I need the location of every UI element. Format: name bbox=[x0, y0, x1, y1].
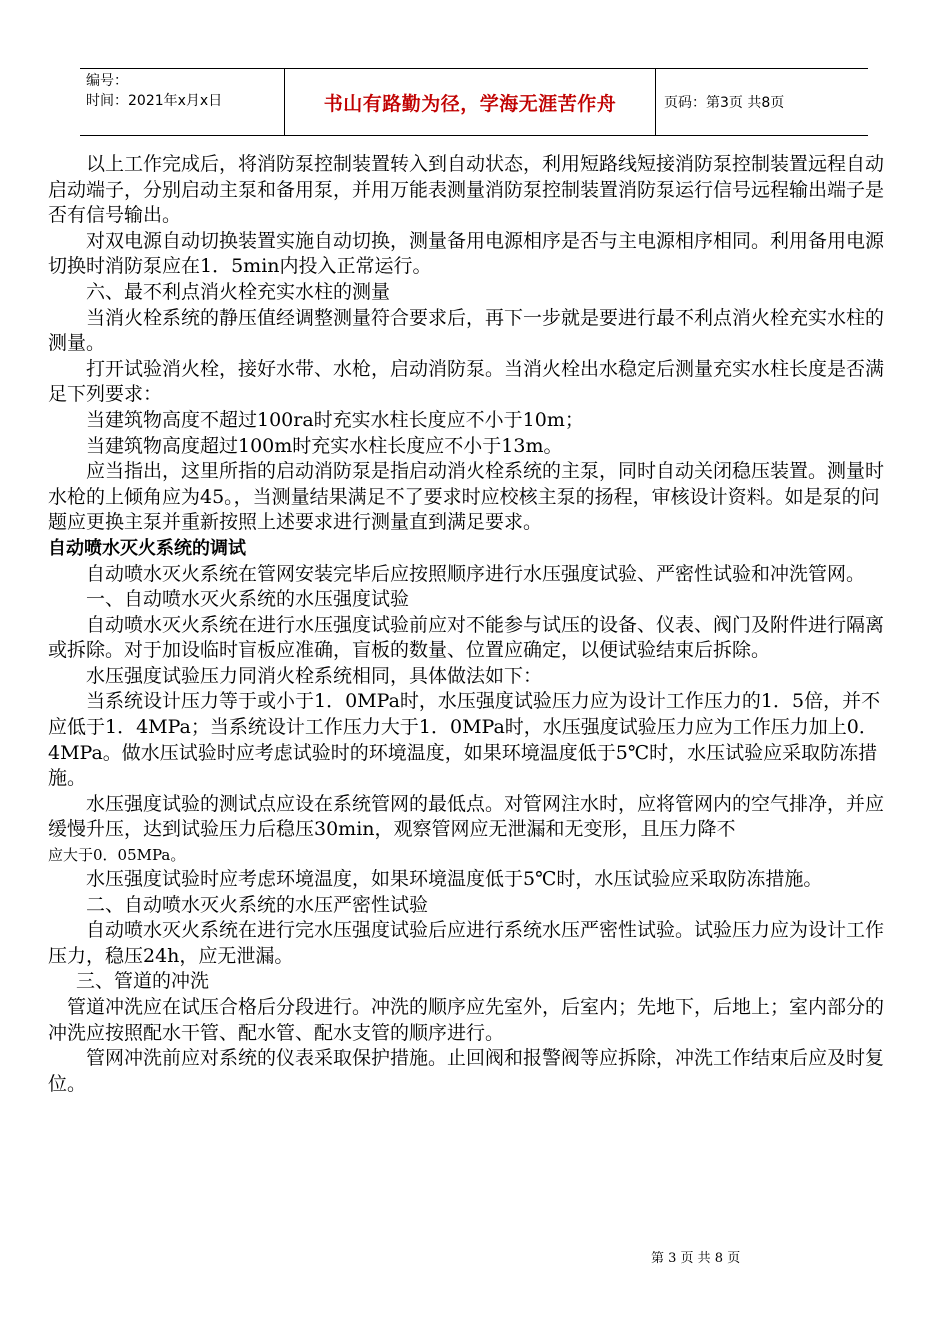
section-heading: 三、管道的冲洗 bbox=[76, 970, 210, 993]
paragraph: 应当指出，这里所指的启动消防泵是指启动消火栓系统的主泵，同时自动关闭稳压装置。测量时水枪的上倾角应为45。，当测量结果满足不了要求时应校核主泵的扬程，审核设计资料。如是泵的问题应更换主泵并重新按照上述要求进行测量直到满足要求。 bbox=[48, 460, 885, 534]
paragraph: 打开试验消火栓，接好水带、水枪，启动消防泵。当消火栓出水稳定后测量充实水柱长度是否满足下列要求： bbox=[48, 357, 885, 406]
paragraph: 对双电源自动切换装置实施自动切换，测量备用电源相序是否与主电源相序相同。利用备用电源切换时消防泵应在1．5min内投入正常运行。 bbox=[48, 229, 885, 278]
header-page-label: 页码：第3页 共8页 bbox=[664, 95, 785, 111]
paragraph: 当建筑物高度不超过100ra时充实水柱长度应不小于10m； bbox=[86, 408, 584, 431]
section-heading: 一、自动喷水灭火系统的水压强度试验 bbox=[86, 588, 410, 611]
paragraph: 管道冲洗应在试压合格后分段进行。冲洗的顺序应先室外，后室内；先地下，后地上；室内部分的冲洗应按照配水干管、配水管、配水支管的顺序进行。 bbox=[48, 996, 885, 1044]
paragraph: 管网冲洗前应对系统的仪表采取保护措施。止回阀和报警阀等应拆除，冲洗工作结束后应及时复位。 bbox=[48, 1047, 885, 1095]
header-motto: 书山有路勤为径，学海无涯苦作舟 bbox=[284, 69, 656, 135]
section-heading: 六、最不利点消火栓充实水柱的测量 bbox=[86, 280, 391, 303]
document-number-label: 编号： bbox=[86, 73, 128, 89]
paragraph-continuation: 应大于0．05MPa。 bbox=[48, 846, 186, 865]
section-heading: 二、自动喷水灭火系统的水压严密性试验 bbox=[86, 893, 429, 916]
paragraph: 当建筑物高度超过100m时充实水柱长度应不小于13m。 bbox=[86, 434, 563, 457]
paragraph: 自动喷水灭火系统在进行水压强度试验前应对不能参与试压的设备、仪表、阀门及附件进行隔离或拆除。对于加设临时盲板应准确，盲板的数量、位置应确定，以便试验结束后拆除。 bbox=[48, 613, 885, 662]
document-time-label: 时间：2021年x月x日 bbox=[86, 93, 223, 109]
paragraph: 以上工作完成后，将消防泵控制装置转入到自动状态，利用短路线短接消防泵控制装置远程自动启动端子，分别启动主泵和备用泵，并用万能表测量消防泵控制装置消防泵运行信号远程输出端子是否有信号输出。 bbox=[48, 153, 885, 227]
page-footer: 第 3 页 共 8 页 bbox=[651, 1251, 741, 1266]
page-header bbox=[80, 68, 868, 136]
paragraph: 当消火栓系统的静压值经调整测量符合要求后，再下一步就是要进行最不利点消火栓充实水柱的测量。 bbox=[48, 306, 885, 355]
paragraph: 当系统设计压力等于或小于1．0MPa时，水压强度试验压力应为设计工作压力的1．5倍，并不应低于1．4MPa；当系统设计工作压力大于1．0MPa时，水压强度试验压力应为工作压力加上0．4MPa。做水压试验时应考虑试验时的环境温度，如果环境温度低于5℃时，水压试验应采取防冻措施。 bbox=[48, 690, 881, 790]
document-body bbox=[48, 152, 898, 1097]
paragraph: 自动喷水灭火系统在管网安装完毕后应按照顺序进行水压强度试验、严密性试验和冲洗管网。 bbox=[86, 562, 866, 585]
paragraph: 水压强度试验时应考虑环境温度，如果环境温度低于5℃时，水压试验应采取防冻措施。 bbox=[86, 868, 823, 891]
chapter-heading: 自动喷水灭火系统的调试 bbox=[48, 537, 246, 559]
paragraph: 水压强度试验的测试点应设在系统管网的最低点。对管网注水时，应将管网内的空气排净，并应缓慢升压，达到试验压力后稳压30min，观察管网应无泄漏和无变形，且压力降不 bbox=[48, 792, 885, 841]
paragraph: 自动喷水灭火系统在进行完水压强度试验后应进行系统水压严密性试验。试验压力应为设计工作压力，稳压24h，应无泄漏。 bbox=[48, 919, 885, 967]
header-meta bbox=[80, 69, 284, 135]
paragraph: 水压强度试验压力同消火栓系统相同，具体做法如下： bbox=[86, 664, 543, 687]
